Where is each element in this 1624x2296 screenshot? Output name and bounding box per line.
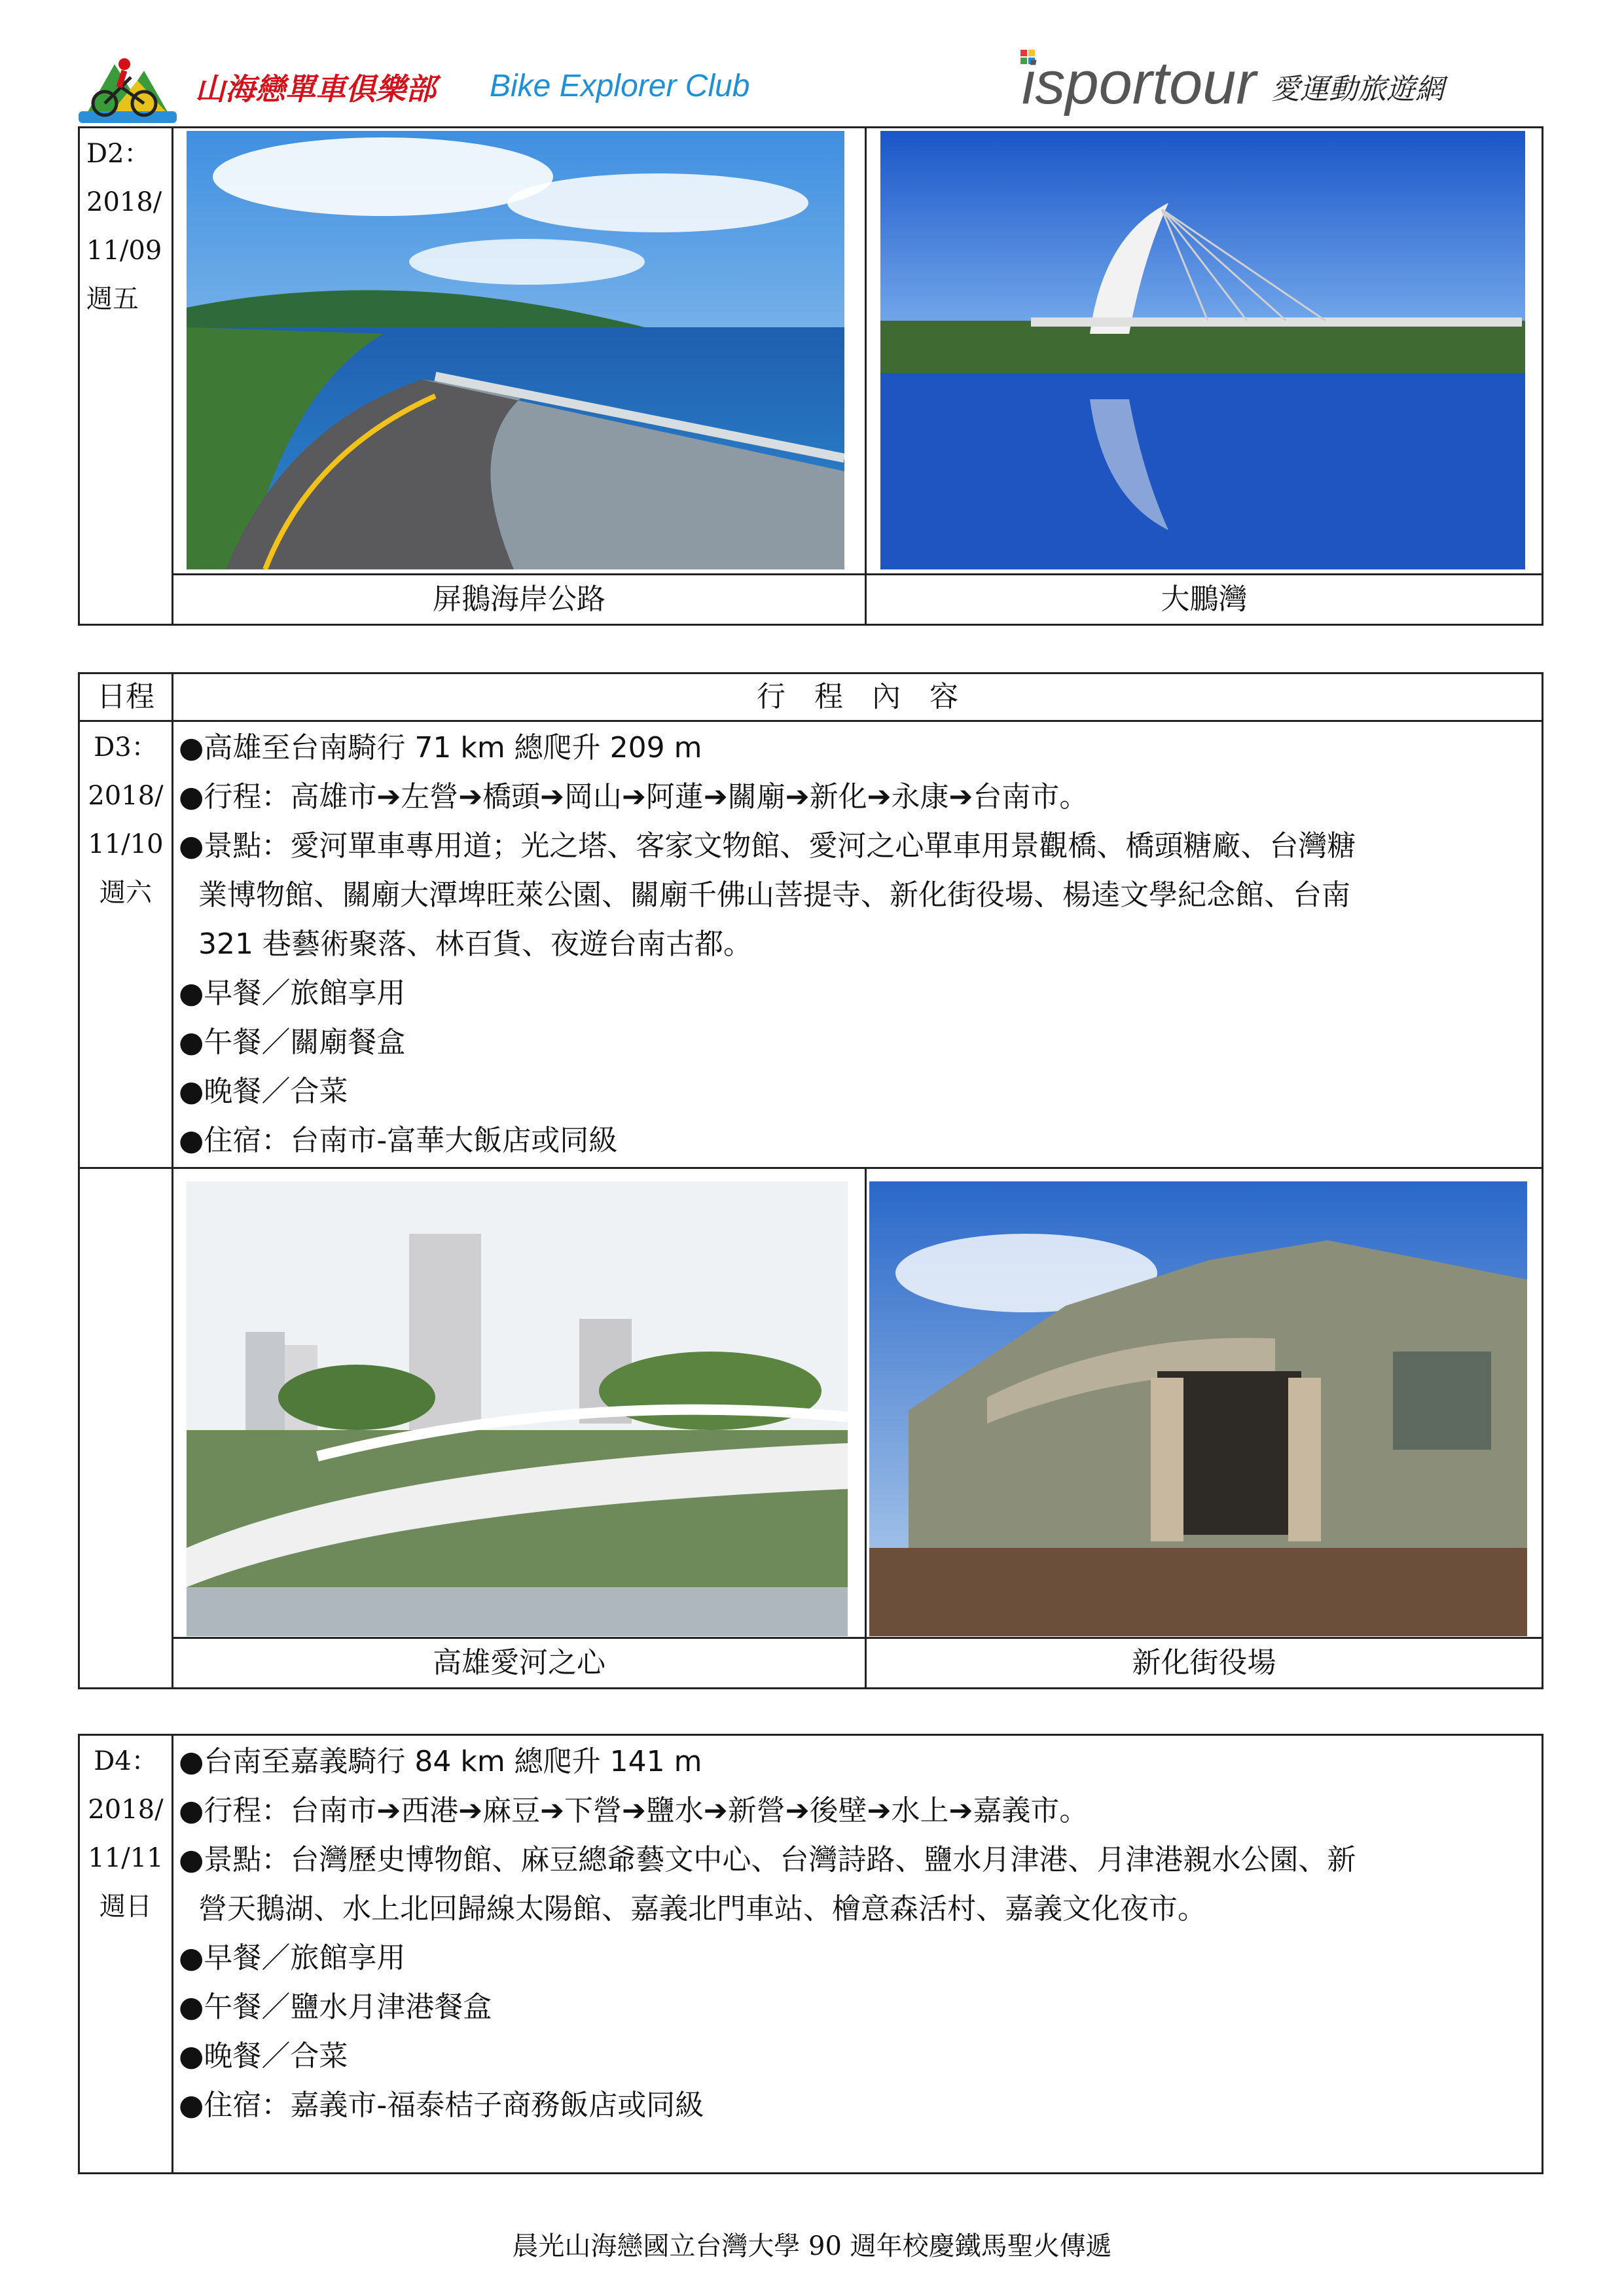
d2-day: D2： (86, 139, 151, 169)
isportour-logo (1018, 46, 1267, 124)
d3-photo2-caption: 新化街役場 (866, 1638, 1543, 1689)
d3-date-year: 2018/ (88, 781, 164, 811)
d3-ride: ●高雄至台南騎行 71 km 總爬升 209 m (179, 731, 702, 764)
d4-route: ●行程：台南市➔西港➔麻豆➔下營➔鹽水➔新營➔後壁➔水上➔嘉義市。 (179, 1794, 1089, 1827)
love-river-heart-photo (187, 1181, 848, 1636)
d3-content (173, 721, 1543, 1168)
d2-date-year: 2018/ (86, 187, 162, 217)
d4-weekday: 週日 (99, 1892, 152, 1922)
d2-weekday: 週五 (86, 284, 139, 314)
page-footer: 晨光山海戀國立台灣大學 90 週年校慶鐵馬聖火傳遞 (512, 2231, 1112, 2261)
d4-date-md: 11/11 (88, 1843, 164, 1873)
d4-day-cell (79, 1735, 173, 2174)
d4-date-year: 2018/ (88, 1795, 164, 1825)
d3-route: ●行程：高雄市➔左營➔橋頭➔岡山➔阿蓮➔關廟➔新化➔永康➔台南市。 (179, 780, 1089, 814)
d2-date-md: 11/09 (86, 236, 162, 266)
club-logo (79, 51, 177, 126)
coastal-road-photo (187, 131, 844, 569)
club-name-en: Bike Explorer Club (490, 69, 750, 103)
d3-breakfast: ●早餐／旅館享用 (179, 977, 406, 1010)
d2-day-cell (79, 128, 173, 625)
d3-date-md: 11/10 (88, 829, 164, 859)
d4-day: D4： (94, 1746, 158, 1776)
d3-weekday: 週六 (99, 878, 152, 908)
d4-sights-line1: ●景點：台灣歷史博物館、麻豆總爺藝文中心、台灣詩路、鹽水月津港、月津港親水公園、新 (179, 1843, 1356, 1876)
d3-sights-line3: 321 巷藝術聚落、林百貨、夜遊台南古都。 (198, 927, 752, 961)
schedule-header: 日程 (79, 673, 173, 721)
d3-day-cell (79, 721, 173, 1168)
d4-lodging: ●住宿：嘉義市-福泰桔子商務飯店或同級 (179, 2089, 704, 2122)
d3-lunch: ●午餐／關廟餐盒 (179, 1026, 406, 1059)
brand-text: isportour (1022, 50, 1256, 117)
d4-sights-line2: 營天鵝湖、水上北回歸線太陽館、嘉義北門車站、檜意森活村、嘉義文化夜市。 (198, 1892, 1206, 1926)
d3-photo1-caption: 高雄愛河之心 (173, 1638, 866, 1689)
d3-empty-cell (79, 1168, 173, 1689)
xinhua-office-photo (869, 1181, 1527, 1636)
club-name-zh: 山海戀單車俱樂部 (195, 71, 436, 107)
d3-dinner: ●晚餐／合菜 (179, 1075, 348, 1108)
d2-photo1-caption: 屏鵝海岸公路 (173, 575, 866, 625)
d3-day: D3： (94, 732, 158, 762)
d4-content (173, 1735, 1543, 2174)
d2-photo2-caption: 大鵬灣 (866, 575, 1543, 625)
d3-sights-line2: 業博物館、關廟大潭埤旺萊公園、關廟千佛山菩提寺、新化街役場、楊逵文學紀念館、台南 (198, 878, 1350, 912)
dapeng-bay-photo (880, 131, 1525, 569)
d3-sights-line1: ●景點：愛河單車專用道；光之塔、客家文物館、愛河之心單車用景觀橋、橋頭糖廠、台灣糖 (179, 829, 1356, 863)
itinerary-header: 行 程 內 容 (173, 673, 1543, 721)
d4-ride: ●台南至嘉義騎行 84 km 總爬升 141 m (179, 1745, 702, 1778)
brand-name-zh: 愛運動旅遊網 (1271, 73, 1444, 106)
d4-table (78, 1734, 1543, 2174)
d4-lunch: ●午餐／鹽水月津港餐盒 (179, 1990, 492, 2024)
d3-lodging: ●住宿：台南市-富華大飯店或同級 (179, 1124, 618, 1157)
d4-breakfast: ●早餐／旅館享用 (179, 1941, 406, 1975)
d4-dinner: ●晚餐／合菜 (179, 2039, 348, 2073)
